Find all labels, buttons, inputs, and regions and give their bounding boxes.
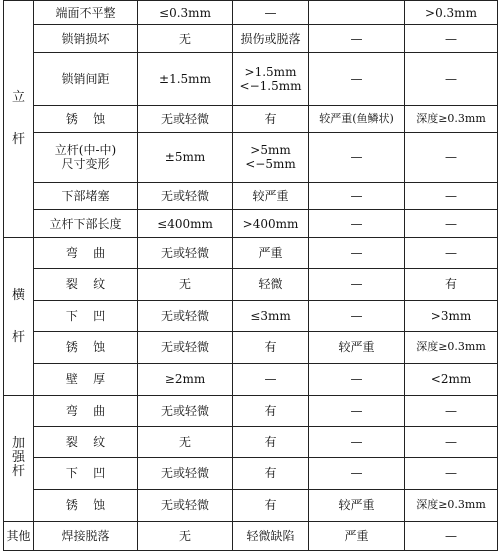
item-cell: 锁销间距 <box>34 53 138 105</box>
table-row <box>4 521 498 550</box>
value-cell: — <box>309 238 405 269</box>
value-cell: >1.5mm <−1.5mm <box>233 53 309 105</box>
value-cell: 有 <box>405 269 498 300</box>
value-cell: — <box>309 458 405 489</box>
value-cell: ≤3mm <box>233 300 309 331</box>
value-cell: — <box>309 269 405 300</box>
category-other-cell: 其他 <box>4 521 34 550</box>
item-cell: 立杆下部长度 <box>34 210 138 238</box>
value-cell: >3mm <box>405 300 498 331</box>
value-cell: 深度≥0.3mm <box>405 331 498 363</box>
value-cell: 无或轻微 <box>138 105 233 132</box>
category-horizontal-cell: 横 杆 <box>4 238 34 396</box>
table-row <box>4 105 498 132</box>
table-row <box>4 182 498 209</box>
value-cell: — <box>309 53 405 105</box>
value-cell: — <box>405 521 498 550</box>
table-row <box>4 1 498 25</box>
value-cell: ±1.5mm <box>138 53 233 105</box>
table-row <box>4 238 498 269</box>
value-cell: 无 <box>138 521 233 550</box>
item-cell: 端面不平整 <box>34 1 138 25</box>
value-cell: ±5mm <box>138 132 233 182</box>
value-cell: 深度≥0.3mm <box>405 105 498 132</box>
table-row <box>4 25 498 53</box>
value-cell: ≤400mm <box>138 210 233 238</box>
item-cell: 锈 蚀 <box>34 489 138 521</box>
table-row <box>4 269 498 300</box>
value-cell: — <box>309 210 405 238</box>
value-cell: 较严重(鱼鳞状) <box>309 105 405 132</box>
value-cell: 有 <box>233 458 309 489</box>
value-cell <box>309 1 405 25</box>
table-row <box>4 489 498 521</box>
value-cell: 有 <box>233 489 309 521</box>
item-cell: 弯 曲 <box>34 238 138 269</box>
value-cell: 有 <box>233 396 309 427</box>
value-cell: 有 <box>233 427 309 458</box>
value-cell: 深度≥0.3mm <box>405 489 498 521</box>
item-cell: 锁销损坏 <box>34 25 138 53</box>
value-cell: — <box>309 300 405 331</box>
value-cell: ≤0.3mm <box>138 1 233 25</box>
item-cell: 下 凹 <box>34 300 138 331</box>
value-cell: — <box>405 427 498 458</box>
value-cell: 无 <box>138 25 233 53</box>
value-cell: — <box>233 1 309 25</box>
value-cell: ≥2mm <box>138 363 233 395</box>
value-cell: — <box>233 363 309 395</box>
value-cell: — <box>309 427 405 458</box>
value-cell: — <box>405 132 498 182</box>
table-row <box>4 210 498 238</box>
value-cell: — <box>405 182 498 209</box>
value-cell: >0.3mm <box>405 1 498 25</box>
table-row <box>4 458 498 489</box>
item-cell: 裂 纹 <box>34 427 138 458</box>
item-cell: 弯 曲 <box>34 396 138 427</box>
value-cell: 损伤或脱落 <box>233 25 309 53</box>
value-cell: 无或轻微 <box>138 458 233 489</box>
item-cell: 锈 蚀 <box>34 105 138 132</box>
value-cell: 无或轻微 <box>138 331 233 363</box>
value-cell: — <box>405 458 498 489</box>
item-cell: 锈 蚀 <box>34 331 138 363</box>
value-cell: 严重 <box>309 521 405 550</box>
value-cell: — <box>405 210 498 238</box>
category-upright-cell: 立 杆 <box>4 1 34 238</box>
value-cell: >400mm <box>233 210 309 238</box>
value-cell: 无或轻微 <box>138 489 233 521</box>
item-cell: 焊接脱落 <box>34 521 138 550</box>
value-cell: 较严重 <box>309 489 405 521</box>
value-cell: 无 <box>138 427 233 458</box>
item-cell: 裂 纹 <box>34 269 138 300</box>
item-cell: 下部堵塞 <box>34 182 138 209</box>
value-cell: 较严重 <box>233 182 309 209</box>
value-cell: 无或轻微 <box>138 396 233 427</box>
value-cell: — <box>405 25 498 53</box>
table-row <box>4 396 498 427</box>
value-cell: 无或轻微 <box>138 300 233 331</box>
value-cell: — <box>309 363 405 395</box>
value-cell: — <box>405 238 498 269</box>
item-cell: 立杆(中-中) 尺寸变形 <box>34 132 138 182</box>
value-cell: — <box>309 25 405 53</box>
value-cell: 有 <box>233 105 309 132</box>
table-row <box>4 132 498 182</box>
value-cell: — <box>309 132 405 182</box>
value-cell: 有 <box>233 331 309 363</box>
value-cell: 较严重 <box>309 331 405 363</box>
value-cell: >5mm <−5mm <box>233 132 309 182</box>
value-cell: — <box>309 182 405 209</box>
value-cell: 无或轻微 <box>138 182 233 209</box>
table-row <box>4 53 498 105</box>
value-cell: — <box>405 53 498 105</box>
inspection-criteria-table <box>3 0 498 551</box>
table-row <box>4 331 498 363</box>
table-row <box>4 427 498 458</box>
value-cell: — <box>405 396 498 427</box>
item-cell: 下 凹 <box>34 458 138 489</box>
value-cell: 无或轻微 <box>138 238 233 269</box>
value-cell: 无 <box>138 269 233 300</box>
table-row <box>4 300 498 331</box>
value-cell: — <box>309 396 405 427</box>
value-cell: 严重 <box>233 238 309 269</box>
category-brace-cell: 加 强 杆 <box>4 396 34 522</box>
value-cell: <2mm <box>405 363 498 395</box>
value-cell: 轻微 <box>233 269 309 300</box>
item-cell: 壁 厚 <box>34 363 138 395</box>
value-cell: 轻微缺陷 <box>233 521 309 550</box>
table-row <box>4 363 498 395</box>
